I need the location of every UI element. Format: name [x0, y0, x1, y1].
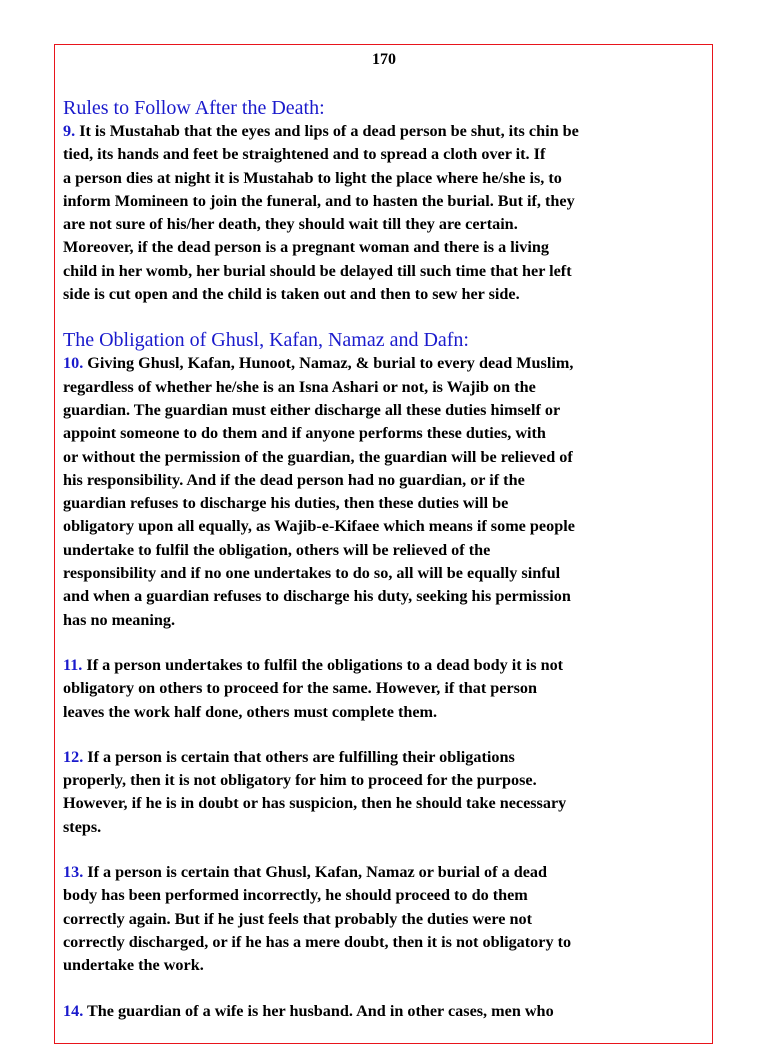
text-line: [63, 654, 713, 677]
section-gap: [63, 306, 713, 328]
text-line: [63, 746, 713, 769]
page-number: 170: [372, 51, 396, 68]
paragraph-gap: [63, 632, 713, 654]
document-body: [63, 96, 713, 1023]
text-line: steps.: [63, 817, 102, 836]
text-line: leaves the work half done, others must complete them.: [63, 702, 438, 721]
text-line: undertake to fulfil the obligation, others will be relieved of the: [63, 540, 491, 559]
rule-paragraph: [63, 746, 713, 839]
rule-number: 13.: [63, 863, 84, 882]
text-line: properly, then it is not obligatory for him to proceed for the purpose.: [63, 771, 537, 790]
text-line: body has been performed incorrectly, he should proceed to do them: [63, 886, 528, 905]
text-line: obligatory on others to proceed for the same. However, if that person: [63, 679, 538, 698]
text-line: However, if he is in doubt or has suspicion, then he should take necessary: [63, 794, 567, 813]
section-heading: The Obligation of Ghusl, Kafan, Namaz and Dafn:: [63, 329, 469, 352]
section-heading: Rules to Follow After the Death:: [63, 97, 325, 119]
rule-text: If a person is certain that Ghusl, Kafan, Namaz or burial of a dead: [83, 863, 547, 882]
rule-text: The guardian of a wife is her husband. And in other cases, men who: [83, 1001, 554, 1020]
text-line: [63, 861, 713, 884]
text-line: or without the permission of the guardian, the guardian will be relieved of: [63, 447, 573, 466]
text-line: guardian refuses to discharge his duties, then these duties will be: [63, 494, 509, 513]
text-line: correctly again. But if he just feels that probably the duties were not: [63, 909, 532, 928]
text-line: Moreover, if the dead person is a pregnant woman and there is a living: [63, 238, 549, 257]
rule-paragraph: [63, 654, 713, 724]
text-line: responsibility and if no one undertakes to do so, all will be equally sinful: [63, 564, 561, 583]
paragraph-gap: [63, 978, 713, 1000]
rule-paragraph: [63, 861, 713, 977]
rule-number: 9.: [63, 122, 76, 140]
text-line: [63, 1000, 713, 1023]
text-line: inform Momineen to join the funeral, and to hasten the burial. But if, they: [63, 191, 575, 210]
paragraph-gap: [63, 724, 713, 746]
rule-number: 12.: [63, 747, 84, 766]
rule-text: If a person is certain that others are fulfilling their obligations: [83, 747, 515, 766]
rule-number: 14.: [63, 1001, 84, 1020]
text-line: correctly discharged, or if he has a mere doubt, then it is not obligatory to: [63, 932, 572, 951]
text-line: side is cut open and the child is taken out and then to sew her side.: [63, 285, 520, 304]
rule-text: Giving Ghusl, Kafan, Hunoot, Namaz, & burial to every dead Muslim,: [83, 354, 574, 373]
rule-text: It is Mustahab that the eyes and lips of a dead person be shut, its chin be: [75, 122, 579, 140]
text-line: [63, 120, 713, 143]
rule-number: 10.: [63, 354, 84, 373]
text-line: obligatory upon all equally, as Wajib-e-Kifaee which means if some people: [63, 517, 575, 536]
paragraph-gap: [63, 839, 713, 861]
text-line: undertake the work.: [63, 956, 204, 975]
rule-text: If a person undertakes to fulfil the obligations to a dead body it is not: [82, 655, 564, 674]
rule-paragraph: [63, 1000, 713, 1023]
text-line: [63, 352, 713, 375]
text-line: has no meaning.: [63, 610, 175, 629]
rule-paragraph: [63, 352, 713, 632]
text-line: a person dies at night it is Mustahab to light the place where he/she is, to: [63, 168, 562, 187]
text-line: guardian. The guardian must either discharge all these duties himself or: [63, 400, 561, 419]
rule-paragraph: [63, 120, 713, 306]
text-line: regardless of whether he/she is an Isna Ashari or not, is Wajib on the: [63, 377, 536, 396]
text-line: his responsibility. And if the dead person had no guardian, or if the: [63, 470, 525, 489]
rule-number: 11.: [63, 655, 83, 674]
text-line: tied, its hands and feet be straightened and to spread a cloth over it. If: [63, 145, 546, 164]
text-line: appoint someone to do them and if anyone performs these duties, with: [63, 424, 546, 443]
text-line: are not sure of his/her death, they should wait till they are certain.: [63, 215, 518, 234]
text-line: child in her womb, her burial should be delayed till such time that her left: [63, 261, 572, 280]
text-line: and when a guardian refuses to discharge his duty, seeking his permission: [63, 587, 571, 606]
